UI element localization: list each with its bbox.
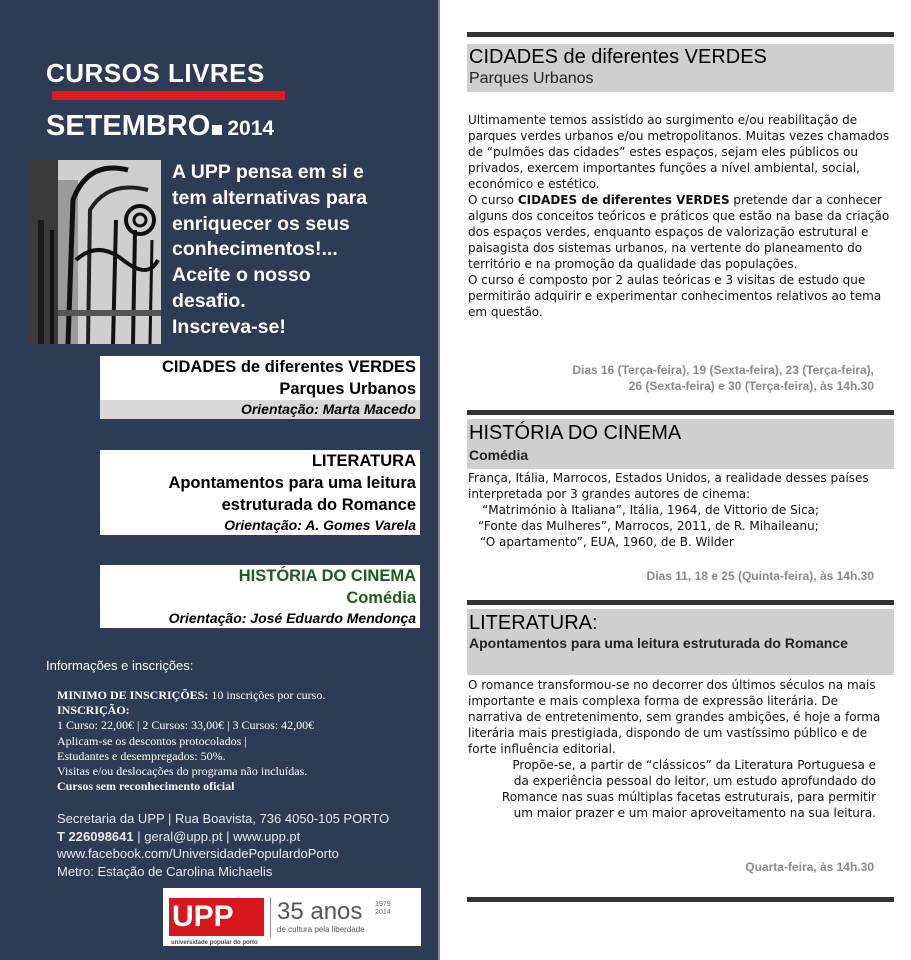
paragraph-part: pretende dar a conhecer alguns dos conceitos teóricos e práticos que estão na base da criação dos espaços verdes, enquanto espaços de valorização estrutural e paisagista dos sistemas urbanos, na vertente do planeamento do território e na promoção da qualidade das populações. (468, 193, 890, 271)
anniversary-text: 35 anos (277, 898, 363, 925)
section-dates-literatura (468, 859, 874, 875)
discount-line: Aplicam-se os descontos protocolados | (57, 733, 247, 748)
course-card-cinema (100, 565, 420, 628)
film-line: “O apartamento”, EUA, 1960, de B. Wilder (480, 535, 734, 549)
phone-number: T 226098641 (57, 828, 134, 844)
phone-line (57, 828, 437, 846)
course-subtitle: Comédia (346, 589, 416, 607)
course-title: CIDADES de diferentes VERDES (162, 358, 416, 376)
intro-line: conhecimentos!... (172, 238, 338, 261)
section-subtitle: Apontamentos para uma leitura estruturada do Romance (469, 635, 848, 651)
note-text: Cursos sem reconhecimento oficial (57, 779, 235, 794)
intro-line: tem alternativas para (172, 186, 368, 209)
dates-line: Dias 16 (Terça-feira), 19 (Sexta-feira), 23 (Terça-feira), (572, 363, 874, 377)
bottom-rule (467, 897, 894, 902)
section-dates-cinema (468, 568, 874, 584)
course-card-cidades (100, 356, 420, 419)
paragraph-bold: CIDADES de diferentes VERDES (517, 193, 730, 207)
email-web: | geral@upp.pt | www.upp.pt (133, 828, 301, 844)
intro-line: enriquecer os seus (172, 212, 350, 235)
top-rule (467, 32, 894, 37)
gate-photo (28, 160, 161, 344)
paragraph: Propõe-se, a partir de “clássicos” da Literatura Portuguesa e da experiência pessoal do leitor, um estudo aprofundado do Romance nas suas múltiplas facetas estruturais, para permitir um maior prazer e um maior aproveitamento na sua leitura. (501, 758, 876, 820)
address-line: Secretaria da UPP | Rua Boavista, 736 4050-105 PORTO (57, 811, 390, 826)
inscricao-label (57, 703, 427, 718)
metro-line: Metro: Estação de Carolina Michaelis (57, 863, 273, 879)
upp-logo (163, 888, 421, 946)
paragraph: O romance transformou-se no decorrer dos últimos séculos na mais importante e mais complexa forma de expressão literária. De narrativa de entretenimento, sem grandes ambições, é hoje a forma literária mais prestigiada, dispondo de um vastíssimo público e de forte influência editorial. (468, 678, 881, 756)
upp-logo-subtitle: universidade popular do porto (171, 940, 258, 946)
section-title: CIDADES de diferentes VERDES (469, 46, 767, 68)
section-title: LITERATURA: (469, 612, 598, 634)
paragraph: França, Itália, Marrocos, Estados Unidos, a realidade desses países interpretada por 3 grandes autores de cinema: (468, 471, 869, 501)
course-title: HISTÓRIA DO CINEMA (238, 567, 416, 585)
intro-line: Inscreva-se! (172, 315, 286, 338)
min-label: MINIMO DE INSCRIÇÕES: (57, 688, 209, 702)
course-orientation: Orientação: Marta Macedo (240, 401, 416, 417)
min-line (57, 688, 427, 703)
year-start: 1979 (375, 901, 391, 908)
intro-line: desafio. (172, 289, 246, 312)
intro-line: A UPP pensa em si e (172, 161, 364, 183)
facebook-link[interactable]: www.facebook.com/UniversidadePopulardoPorto (57, 846, 339, 861)
year-label: 2014 (227, 117, 275, 140)
orientation-strip (100, 400, 420, 419)
dates-line: Quarta-feira, às 14h.30 (745, 860, 874, 874)
intro-text (172, 160, 434, 341)
course-subtitle: estruturada do Romance (221, 496, 416, 514)
discount-line: Estudantes e desempregados: 50%. (57, 748, 226, 763)
anniversary-tagline: de cultura pela liberdade (277, 925, 365, 934)
page-subtitle (46, 110, 274, 143)
section-rule (467, 410, 894, 415)
month-label: SETEMBRO (46, 110, 211, 142)
section-dates-cidades (468, 362, 874, 394)
logo-divider (270, 897, 271, 937)
title-underline (52, 91, 285, 100)
note-line (57, 779, 427, 794)
intro-line: Aceite o nosso (172, 264, 311, 287)
inscricao-label-text: INSCRIÇÃO: (57, 703, 130, 718)
prices-line: 1 Curso: 22,00€ | 2 Cursos: 33,00€ | 3 Cursos: 42,00€ (57, 718, 315, 733)
course-orientation: Orientação: A. Gomes Varela (224, 517, 416, 533)
section-body-cinema (468, 470, 896, 550)
visits-line: Visitas e/ou deslocações do programa não incluídas. (57, 764, 308, 779)
left-panel (0, 0, 440, 960)
section-subtitle: Parques Urbanos (469, 70, 594, 87)
dates-line: 26 (Sexta-feira) e 30 (Terça-feira), às 14h.30 (628, 379, 874, 393)
section-header-cinema (467, 419, 894, 469)
section-header-literatura (467, 609, 894, 675)
section-body-literatura (468, 677, 896, 821)
year-end: 2014 (375, 909, 391, 916)
film-line: “Fonte das Mulheres”, Marrocos, 2011, de R. Mihaileanu; (478, 519, 819, 533)
course-title: LITERATURA (311, 452, 416, 470)
dates-line: Dias 11, 18 e 25 (Quinta-feira), às 14h.30 (646, 569, 874, 583)
paragraph: O curso é composto por 2 aulas teóricas e 3 visitas de estudo que permitirão adquirir e experimentar conhecimentos relativos ao tema em questão. (468, 273, 882, 319)
paragraph: Ultimamente temos assistido ao surgimento e/ou reabilitação de parques verdes urbanos e/ou metropolitanos. Muitas vezes chamados de “pulmões das cidades” estes espaços, sejam eles públicos ou privados, exercem importantes funções a nível ambiental, social, económico e estético. (468, 113, 890, 191)
section-body-cidades (468, 112, 896, 320)
min-value: 10 inscrições por curso. (211, 688, 326, 702)
section-header-cidades (467, 44, 894, 92)
course-card-literatura (100, 450, 420, 535)
course-subtitle: Apontamentos para uma leitura (168, 474, 416, 492)
page-title: CURSOS LIVRES (46, 58, 265, 88)
paragraph (468, 192, 896, 272)
contact-block (57, 810, 437, 880)
info-heading: Informações e inscrições: (46, 658, 194, 673)
course-orientation: Orientação: José Eduardo Mendonça (168, 610, 416, 626)
square-bullet (212, 125, 222, 135)
upp-logo-mark (169, 898, 264, 946)
course-subtitle: Parques Urbanos (279, 380, 416, 398)
info-block (57, 688, 427, 794)
section-title: HISTÓRIA DO CINEMA (469, 422, 682, 444)
paragraph-part: O curso (468, 193, 518, 207)
anniversary-years (375, 901, 391, 917)
film-line: “Matrimónio à Italiana”, Itália, 1964, de Vittorio de Sica; (482, 503, 820, 517)
section-rule (467, 600, 894, 605)
section-subtitle: Comédia (469, 447, 529, 463)
anniversary-badge (277, 898, 391, 935)
upp-logo-text: UPP (172, 900, 234, 933)
